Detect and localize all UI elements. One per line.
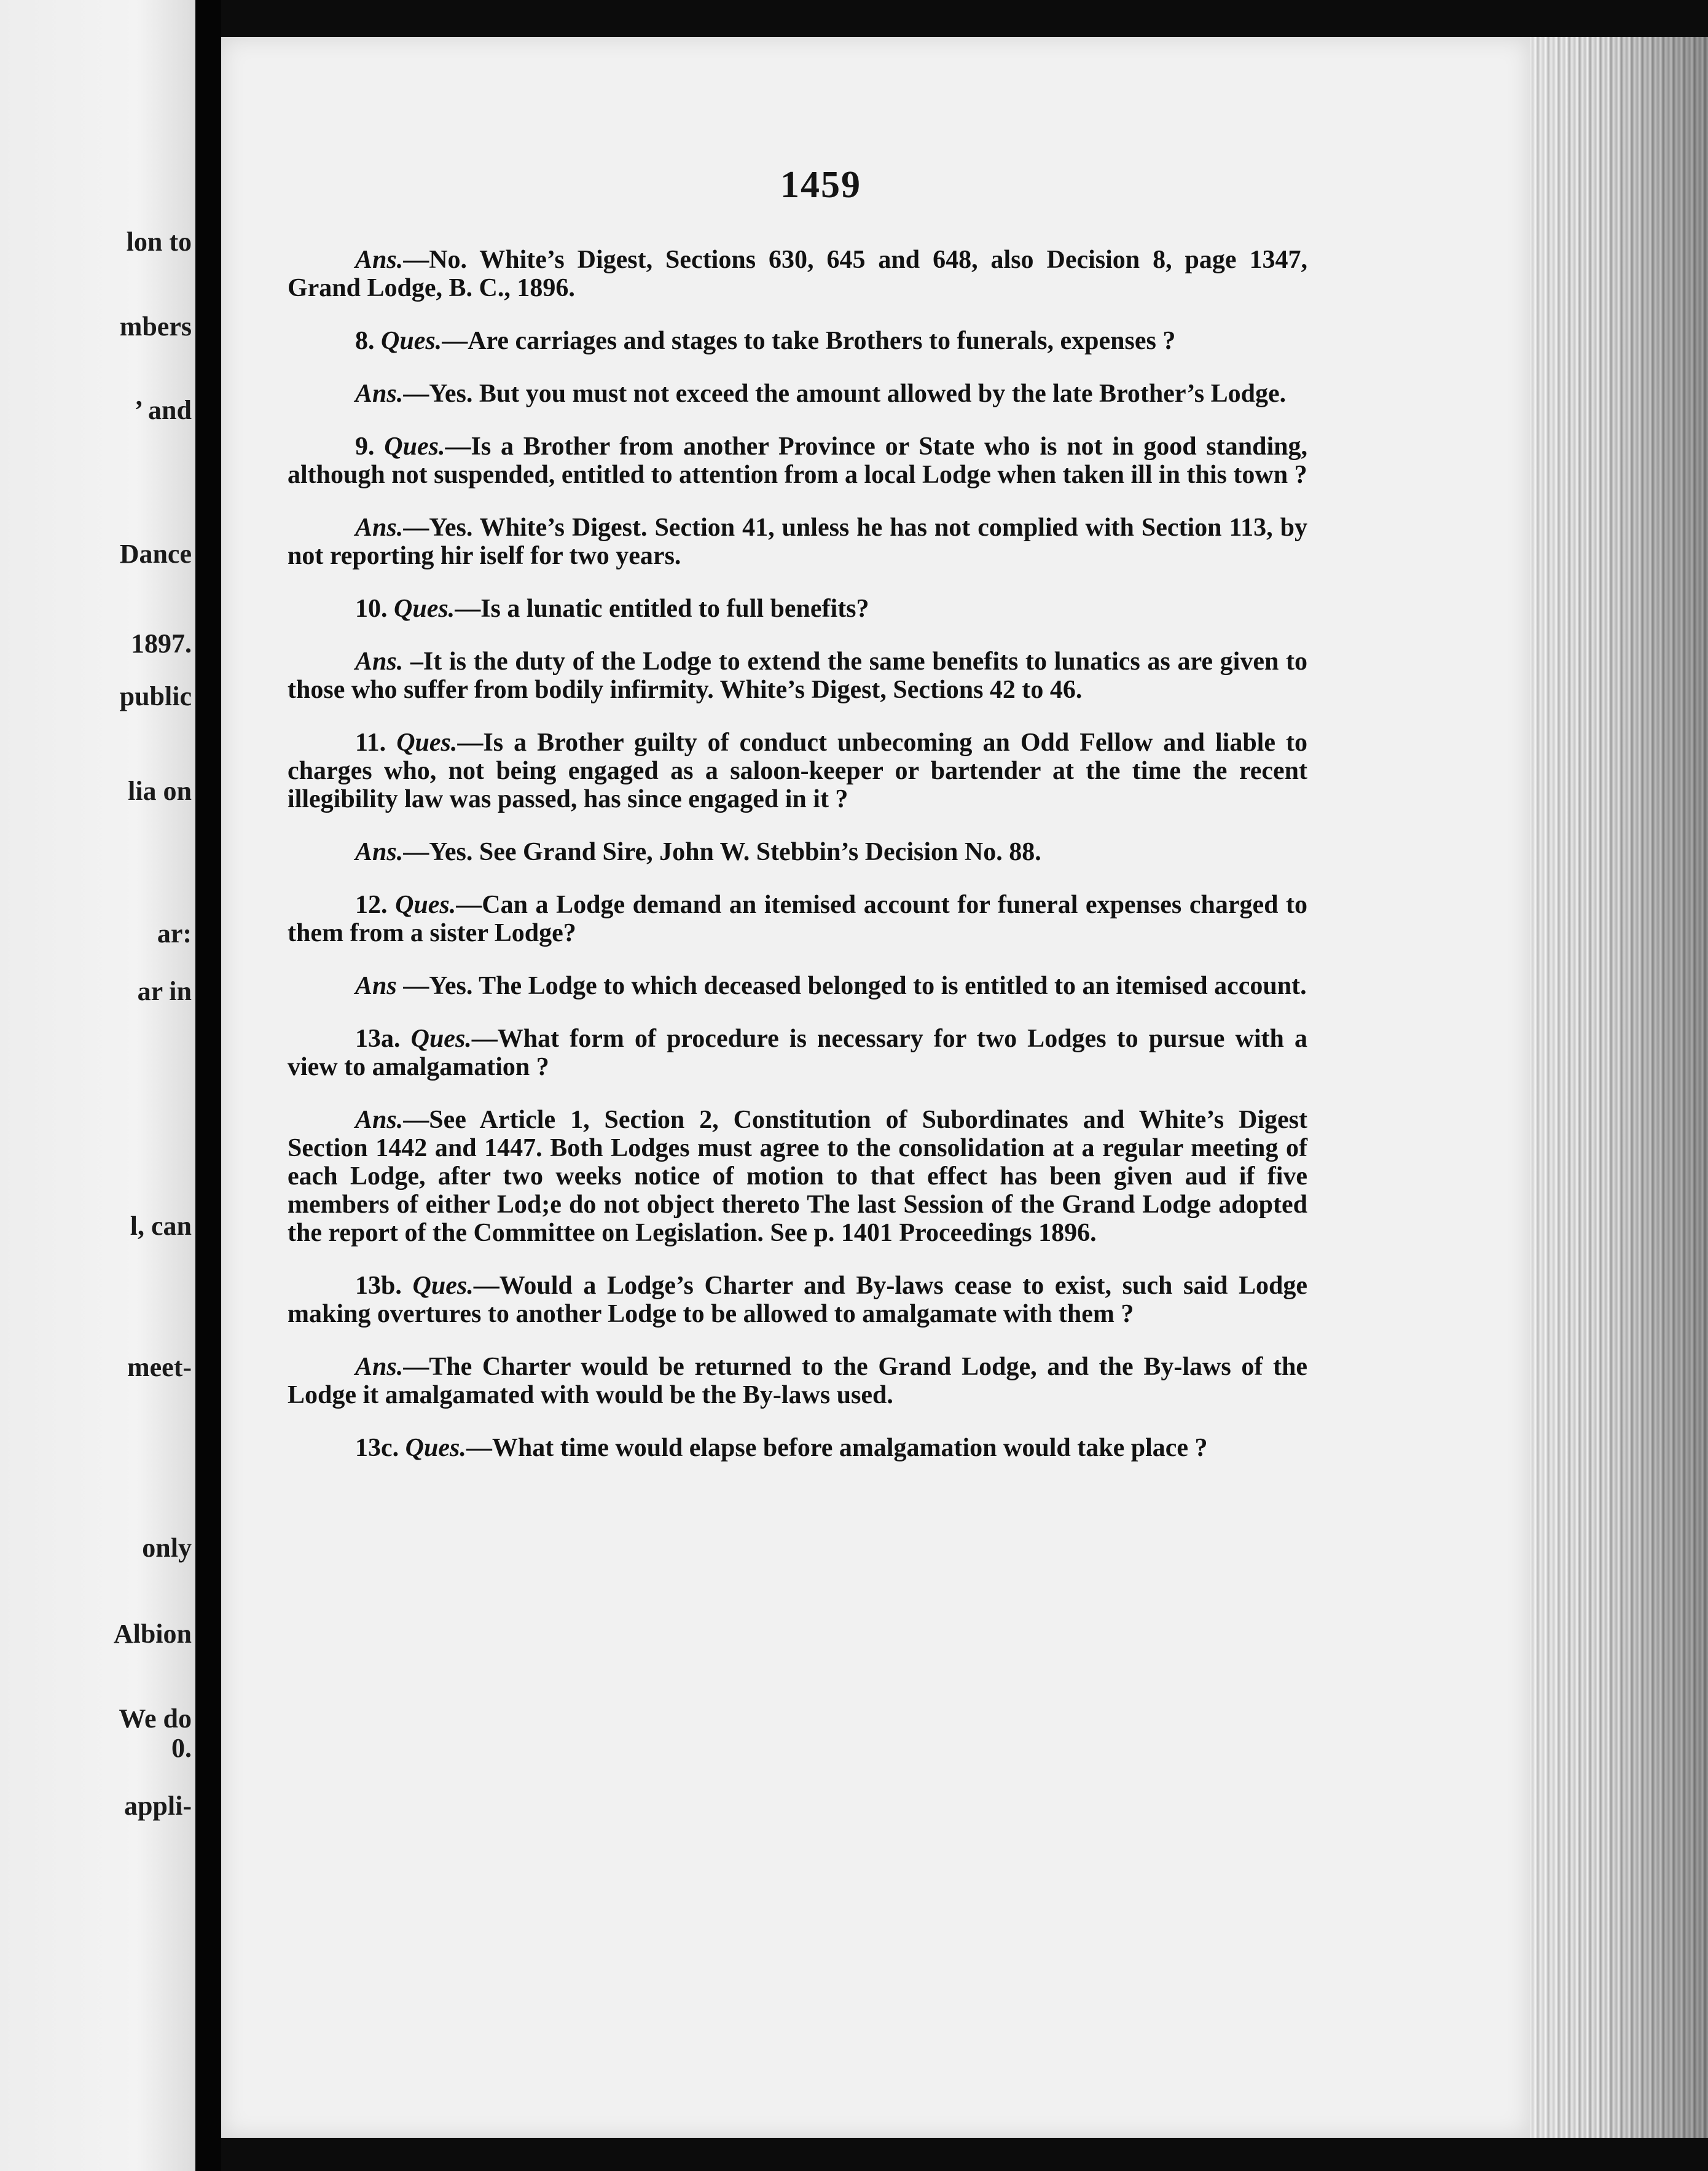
left-fragment-line: meet-: [127, 1352, 192, 1382]
left-fragment-line: Albion: [113, 1619, 192, 1649]
left-fragment-line: We do: [119, 1704, 192, 1734]
entry-label: Ques.: [384, 432, 445, 461]
answer-paragraph: [288, 1106, 1307, 1247]
left-fragment-line: 0.: [171, 1733, 192, 1763]
question-paragraph: [288, 327, 1307, 355]
left-page-fragment: [0, 0, 195, 2171]
left-fragment-line: 1897.: [131, 628, 192, 659]
left-fragment-line: l, can: [130, 1211, 192, 1241]
question-paragraph: [288, 1434, 1307, 1462]
left-fragment-line: lia on: [128, 776, 192, 806]
entry-label: Ans.: [355, 246, 404, 274]
entry-number: 13a.: [355, 1025, 401, 1053]
entry-text: —Can a Lodge demand an itemised account for funeral expenses charged to them from a sister Lodge?: [288, 891, 1308, 947]
entry-text: —Yes. But you must not exceed the amount allowed by the late Brother’s Lodge.: [403, 380, 1287, 408]
left-fragment-line: appli-: [123, 1791, 192, 1821]
answer-paragraph: [288, 972, 1307, 1000]
entry-text: —Is a lunatic entitled to full benefits?: [455, 595, 869, 623]
page-edges: [1530, 37, 1708, 2138]
left-fragment-line: only: [142, 1533, 192, 1563]
entry-number: 13c.: [355, 1434, 399, 1462]
entry-text: —See Article 1, Section 2, Constitution of Subordinates and White’s Digest Section 1442 and 1447. Both Lodges must agree to the consolidation at a regular meeting of each Lodge, after two weeks notice of motion to that effect has been given aud if five members of either Lod;e do not object thereto The last Session of the Grand Lodge adopted the report of the Committee on Legislation. See p. 1401 Proceedings 1896.: [288, 1106, 1307, 1247]
entry-label: Ans.: [355, 838, 404, 866]
entry-text: –It is the duty of the Lodge to extend the same benefits to lunatics as are given to those who suffer from bodily infirmity. White’s Digest, Sections 42 to 46.: [288, 647, 1307, 704]
question-paragraph: [288, 432, 1307, 489]
entry-label: Ques.: [395, 891, 456, 919]
entry-label: Ques.: [412, 1272, 474, 1300]
entry-number: 13b.: [355, 1272, 402, 1300]
entry-text: —Yes. See Grand Sire, John W. Stebbin’s Decision No. 88.: [403, 838, 1041, 866]
entry-text: —Is a Brother from another Province or State who is not in good standing, although not suspended, entitled to attention from a local Lodge when taken ill in this town ?: [288, 432, 1307, 489]
entry-label: Ques.: [394, 595, 455, 623]
left-fragment-line: ’ and: [134, 395, 192, 425]
entry-label: Ans.: [355, 647, 404, 676]
entry-text: —What form of procedure is necessary for two Lodges to pursue with a view to amalgamation ?: [288, 1025, 1307, 1081]
entry-text: —What time would elapse before amalgamation would take place ?: [466, 1434, 1208, 1462]
entry-text: —Yes. The Lodge to which deceased belonged to is entitled to an itemised account.: [396, 972, 1307, 1000]
entry-label: Ans.: [355, 1106, 404, 1134]
question-paragraph: [288, 1025, 1307, 1081]
answer-paragraph: [288, 380, 1307, 408]
entry-text: —The Charter would be returned to the Grand Lodge, and the By-laws of the Lodge it amalgamated with would be the By-laws used.: [288, 1353, 1307, 1409]
left-fragment-line: mbers: [119, 311, 192, 342]
entry-text: —No. White’s Digest, Sections 630, 645 and 648, also Decision 8, page 1347, Grand Lodge, B. C., 1896.: [288, 246, 1307, 302]
entry-number: 12.: [355, 891, 388, 919]
entry-text: —Are carriages and stages to take Brothers to funerals, expenses ?: [442, 327, 1176, 355]
answer-paragraph: [288, 514, 1307, 570]
left-fragment-line: public: [119, 681, 192, 711]
left-fragment-line: lon to: [126, 227, 192, 257]
answer-paragraph: [288, 246, 1307, 302]
answer-paragraph: [288, 838, 1307, 866]
left-fragment-line: Dance: [119, 539, 192, 569]
answer-paragraph: [288, 1353, 1307, 1409]
left-fragment-line: ar in: [137, 976, 192, 1006]
entry-text: —Is a Brother guilty of conduct unbecoming an Odd Fellow and liable to charges who, not being engaged as a saloon-keeper or bartender at the time the recent illegibility law was passed, has since engaged in it ?: [288, 729, 1307, 813]
entry-number: 10.: [355, 595, 388, 623]
entry-label: Ques.: [405, 1434, 466, 1462]
entry-label: Ques.: [381, 327, 442, 355]
entry-text: —Would a Lodge’s Charter and By-laws cease to exist, such said Lodge making overtures to another Lodge to be allowed to amalgamate with them ?: [288, 1272, 1308, 1328]
left-fragment-line: ar:: [157, 918, 192, 949]
answer-paragraph: [288, 647, 1307, 704]
entry-label: Ans.: [355, 380, 404, 408]
entry-number: 9.: [355, 432, 375, 461]
entry-number: 8.: [355, 327, 375, 355]
entry-label: Ques.: [410, 1025, 472, 1053]
question-paragraph: [288, 729, 1307, 813]
entry-label: Ans.: [355, 514, 404, 542]
question-paragraph: [288, 1272, 1307, 1328]
page-number: 1459: [780, 164, 861, 206]
entry-label: Ans.: [355, 1353, 404, 1381]
entry-number: 11.: [355, 729, 386, 757]
entry-text: —Yes. White’s Digest. Section 41, unless he has not complied with Section 113, by not reporting hir iself for two years.: [288, 514, 1307, 570]
qa-text-block: [288, 246, 1307, 1487]
book-gutter: [195, 0, 221, 2171]
question-paragraph: [288, 595, 1307, 623]
entry-label: Ques.: [396, 729, 458, 757]
question-paragraph: [288, 891, 1307, 947]
entry-label: Ans: [355, 972, 397, 1000]
